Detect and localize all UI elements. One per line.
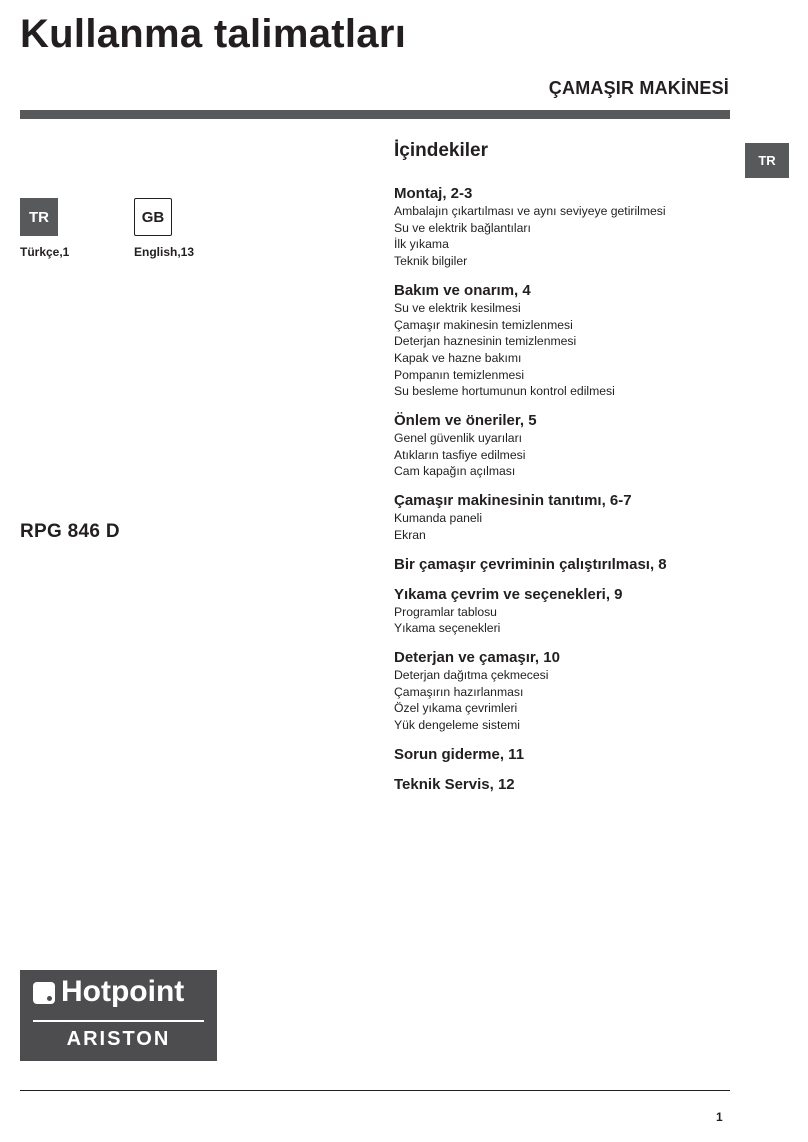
toc-section-title[interactable]: Montaj, 2-3 [394, 185, 473, 202]
hotpoint-ariston-logo [20, 970, 217, 1061]
toc-section-title[interactable]: Önlem ve öneriler, 5 [394, 412, 537, 430]
toc-title: İçindekiler [394, 140, 488, 161]
toc-item[interactable]: Özel yıkama çevrimleri [394, 701, 518, 716]
logo-divider [33, 1020, 204, 1022]
toc-item[interactable]: İlk yıkama [394, 237, 449, 252]
language-label-tr[interactable]: Türkçe,1 [20, 245, 70, 259]
toc-item[interactable]: Atıkların tasfiye edilmesi [394, 447, 526, 462]
toc-section [394, 648, 734, 734]
toc-item[interactable]: Su ve elektrik bağlantıları [394, 220, 531, 235]
toc-section [394, 491, 734, 543]
toc-section [394, 745, 734, 764]
footer-divider [20, 1090, 730, 1091]
toc-section [394, 411, 734, 480]
language-label-gb[interactable]: English,13 [134, 245, 195, 259]
header-divider [20, 110, 730, 119]
model-number: RPG 846 D [20, 521, 120, 542]
document-type: ÇAMAŞIR MAKİNESİ [548, 78, 729, 98]
toc-item[interactable]: Programlar tablosu [394, 604, 497, 619]
toc-item[interactable]: Kumanda paneli [394, 511, 483, 526]
toc-item[interactable]: Yük dengeleme sistemi [394, 718, 520, 733]
toc-item[interactable]: Çamaşır makinesin temizlenmesi [394, 317, 573, 332]
toc-section [394, 281, 734, 400]
toc-section [394, 555, 734, 574]
toc-section [394, 585, 734, 637]
language-side-tab: TR [745, 143, 789, 178]
toc-sections [394, 184, 734, 794]
toc-item[interactable]: Su ve elektrik kesilmesi [394, 300, 521, 315]
toc-section-title[interactable]: Çamaşır makinesinin tanıtımı, 6-7 [394, 492, 632, 510]
toc-section [394, 184, 734, 270]
toc-item[interactable]: Teknik bilgiler [394, 254, 468, 269]
table-of-contents [394, 140, 734, 805]
toc-item[interactable]: Kapak ve hazne bakımı [394, 350, 522, 365]
language-code-tr[interactable]: TR [20, 198, 58, 236]
toc-section-title[interactable]: Yıkama çevrim ve seçenekleri, 9 [394, 585, 623, 603]
toc-item[interactable]: Deterjan dağıtma çekmecesi [394, 667, 549, 682]
logo-subbrand: ARISTON [66, 1028, 171, 1050]
toc-item[interactable]: Çamaşırın hazırlanması [394, 684, 524, 699]
toc-item[interactable]: Genel güvenlik uyarıları [394, 431, 523, 446]
toc-section-title[interactable]: Sorun giderme, 11 [394, 745, 525, 763]
toc-item[interactable]: Cam kapağın açılması [394, 464, 516, 479]
toc-section-title[interactable]: Bir çamaşır çevriminin çalıştırılması, 8 [394, 555, 667, 573]
logo-brand: Hotpoint [61, 975, 185, 1008]
toc-item[interactable]: Ambalajın çıkartılması ve aynı seviyeye getirilmesi [394, 204, 666, 218]
toc-section [394, 775, 734, 794]
toc-section-title[interactable]: Bakım ve onarım, 4 [394, 281, 531, 299]
toc-item[interactable]: Su besleme hortumunun kontrol edilmesi [394, 384, 615, 399]
toc-item[interactable]: Yıkama seçenekleri [394, 621, 501, 636]
toc-item[interactable]: Ekran [394, 527, 426, 542]
toc-section-title[interactable]: Deterjan ve çamaşır, 10 [394, 648, 560, 666]
language-code-gb[interactable]: GB [134, 198, 172, 236]
page-number: 1 [716, 1110, 723, 1124]
toc-section-title[interactable]: Teknik Servis, 12 [394, 775, 515, 793]
page-title: Kullanma talimatları [20, 12, 407, 56]
toc-item[interactable]: Deterjan haznesinin temizlenmesi [394, 334, 577, 349]
toc-item[interactable]: Pompanın temizlenmesi [394, 367, 525, 382]
logo-square-icon [33, 982, 55, 1004]
